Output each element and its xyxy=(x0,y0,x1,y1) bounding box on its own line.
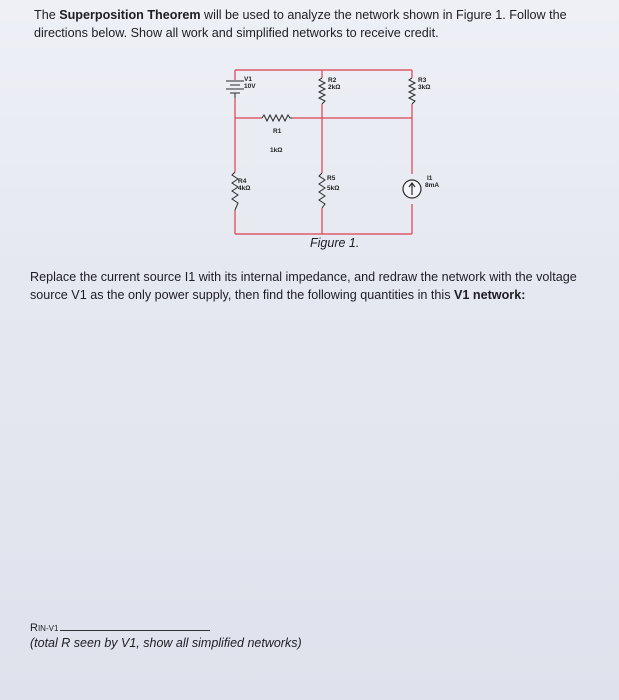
resistor-r3-symbol xyxy=(409,78,415,104)
answer-blank-line[interactable] xyxy=(60,620,210,631)
r2-label xyxy=(328,77,340,91)
r1-value: 1kΩ xyxy=(270,147,283,154)
v1-label xyxy=(244,76,256,90)
answer-label xyxy=(30,622,58,634)
circuit-diagram xyxy=(0,0,619,260)
r5-name: R5 xyxy=(327,175,336,182)
intro-suffix: will be used to analyze the network shown in Figure 1. Follow the directions below. Show all work and simplified networks to receive credit. xyxy=(34,8,567,40)
v1-value: 10V xyxy=(244,83,256,90)
answer-note: (total R seen by V1, show all simplified networks) xyxy=(30,636,302,650)
i1-value: 8mA xyxy=(425,182,440,189)
r4-label xyxy=(238,178,250,192)
r1-label xyxy=(270,128,282,154)
r5-value: 5kΩ xyxy=(327,185,340,192)
i1-name: I1 xyxy=(427,175,433,182)
answer-rin-v1 xyxy=(30,620,210,634)
r1-name: R1 xyxy=(273,128,282,135)
current-source-i1-symbol xyxy=(403,180,421,198)
intro-bold-term: Superposition Theorem xyxy=(59,8,201,22)
r3-value: 3kΩ xyxy=(418,84,431,91)
resistor-r5-symbol xyxy=(319,173,325,208)
figure-caption: Figure 1. xyxy=(310,236,360,250)
i1-label xyxy=(425,175,439,189)
resistor-r1-symbol xyxy=(262,115,292,121)
answer-label-main: R xyxy=(30,622,38,634)
v1-name: V1 xyxy=(244,76,252,83)
r2-value: 2kΩ xyxy=(328,84,341,91)
r4-name: R4 xyxy=(238,178,247,185)
answer-label-sub: IN-V1 xyxy=(37,624,59,633)
intro-prefix: The xyxy=(34,8,60,22)
instruction-paragraph xyxy=(30,268,618,304)
r4-value: 4kΩ xyxy=(238,185,251,192)
instruction-bold: V1 network: xyxy=(454,288,526,302)
r5-label xyxy=(327,175,339,192)
resistor-r2-symbol xyxy=(319,78,325,104)
instruction-text: Replace the current source I1 with its internal impedance, and redraw the network with the voltage source V1 as the only power supply, then find the following quantities in this xyxy=(30,270,577,302)
r3-name: R3 xyxy=(418,77,427,84)
r3-label xyxy=(418,77,430,91)
battery-v1-symbol xyxy=(226,81,244,98)
r2-name: R2 xyxy=(328,77,337,84)
